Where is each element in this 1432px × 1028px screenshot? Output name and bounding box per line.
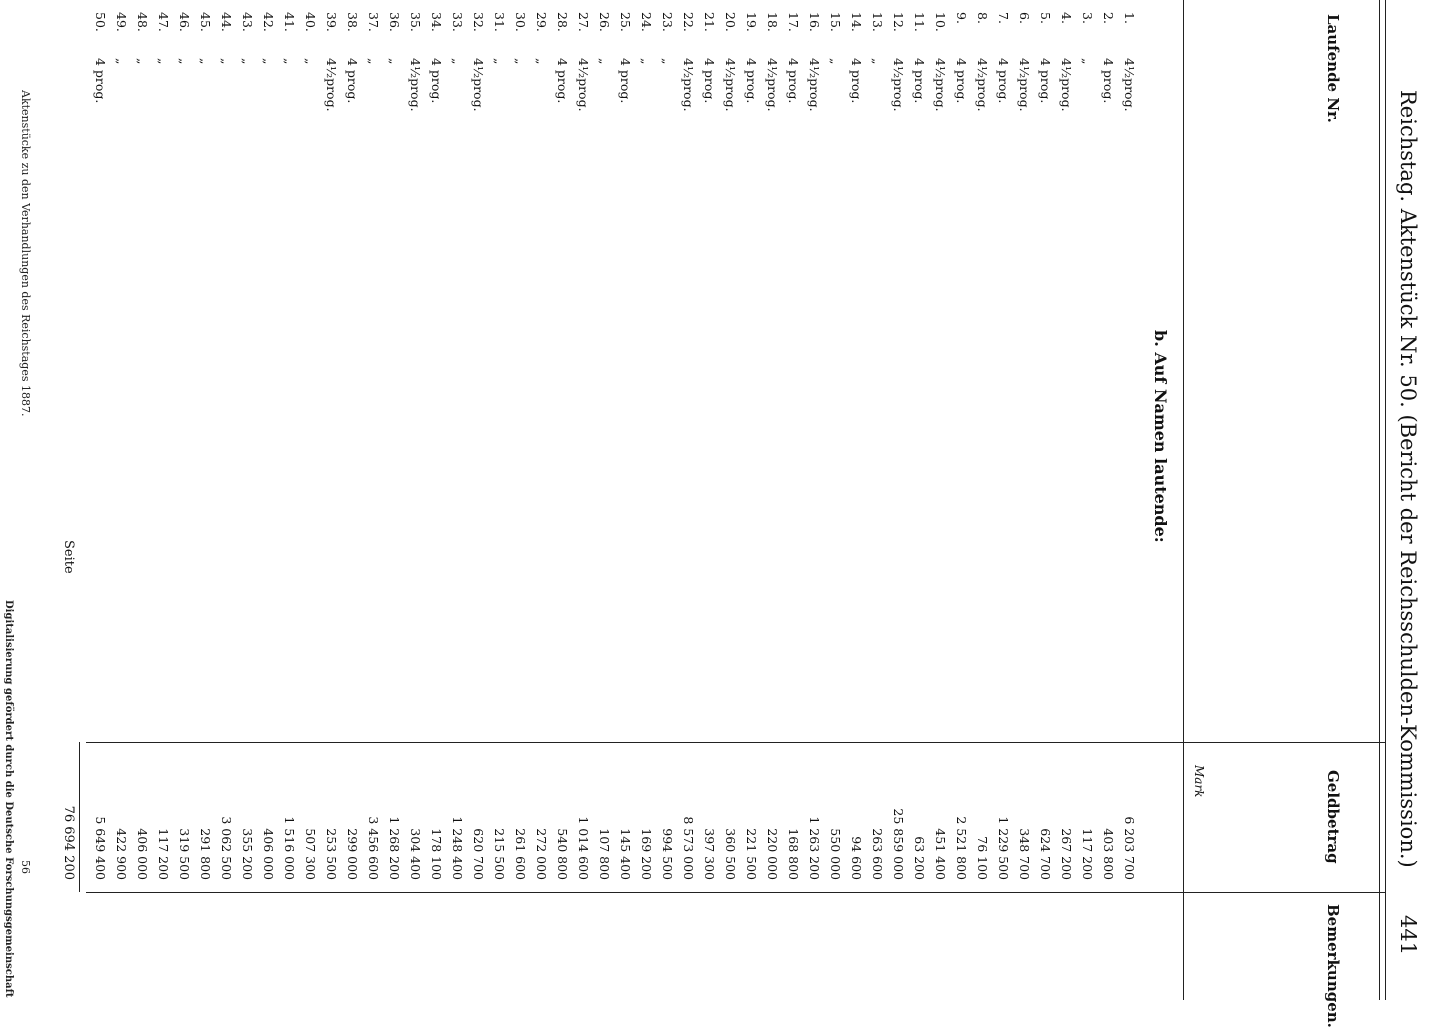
row-number: 21. xyxy=(702,12,717,32)
row-amount: 215 500 xyxy=(492,828,507,880)
row-amount: 624 700 xyxy=(1038,828,1053,880)
table-row xyxy=(867,0,888,1000)
row-amount: 304 400 xyxy=(408,828,423,880)
row-rate: „ xyxy=(828,58,843,65)
row-amount: 994 500 xyxy=(660,828,675,880)
row-amount: 221 500 xyxy=(744,828,759,880)
footer-page-number: 56 xyxy=(19,860,32,874)
row-amount: 422 900 xyxy=(114,828,129,880)
row-number: 5. xyxy=(1038,12,1053,24)
table-row xyxy=(363,0,384,1000)
row-rate: „ xyxy=(303,58,318,65)
row-number: 42. xyxy=(261,12,276,32)
header-title: Reichstag. Aktenstück Nr. 50. (Bericht der Reichsschulden-Kommission.) xyxy=(1396,90,1420,868)
table-row xyxy=(930,0,951,1000)
row-number: 36. xyxy=(387,12,402,32)
table-row xyxy=(342,0,363,1000)
row-amount: 1 248 400 xyxy=(450,816,465,880)
table-row xyxy=(993,0,1014,1000)
row-number: 32. xyxy=(471,12,486,32)
table-row xyxy=(615,0,636,1000)
table-row xyxy=(258,0,279,1000)
column-number-header: Laufende Nr. xyxy=(1324,14,1342,123)
table-row xyxy=(636,0,657,1000)
row-number: 8. xyxy=(975,12,990,24)
row-rate: 4½prog. xyxy=(408,58,423,112)
row-number: 44. xyxy=(219,12,234,32)
row-rate: 4 prog. xyxy=(912,58,927,104)
row-amount: 348 700 xyxy=(1017,828,1032,880)
row-number: 24. xyxy=(639,12,654,32)
table-row xyxy=(825,0,846,1000)
row-amount: 397 300 xyxy=(702,828,717,880)
row-rate: 4½prog. xyxy=(324,58,339,112)
row-rate: 4 prog. xyxy=(93,58,108,104)
table-row xyxy=(594,0,615,1000)
row-rate: 4 prog. xyxy=(345,58,360,104)
table-row xyxy=(426,0,447,1000)
row-rate: „ xyxy=(282,58,297,65)
row-rate: „ xyxy=(513,58,528,65)
row-amount: 3 456 600 xyxy=(366,816,381,880)
row-rate: „ xyxy=(450,58,465,65)
row-amount: 178 100 xyxy=(429,828,444,880)
row-number: 34. xyxy=(429,12,444,32)
column-unit: Mark xyxy=(1192,765,1206,798)
row-number: 49. xyxy=(114,12,129,32)
row-amount: 299 000 xyxy=(345,828,360,880)
row-rate: „ xyxy=(240,58,255,65)
table-row xyxy=(951,0,972,1000)
table-row xyxy=(237,0,258,1000)
row-number: 38. xyxy=(345,12,360,32)
row-number: 47. xyxy=(156,12,171,32)
row-amount: 507 300 xyxy=(303,828,318,880)
row-rate: „ xyxy=(135,58,150,65)
digitization-watermark: Digitalisierung gefördert durch die Deutsche Forschungsgemeinschaft xyxy=(3,600,14,998)
table-row xyxy=(510,0,531,1000)
row-amount: 1 229 500 xyxy=(996,816,1011,880)
row-amount: 2 521 800 xyxy=(954,816,969,880)
row-rate: 4½prog. xyxy=(471,58,486,112)
row-number: 27. xyxy=(576,12,591,32)
row-rate: 4½prog. xyxy=(1059,58,1074,112)
table-row xyxy=(111,0,132,1000)
column-header-rule xyxy=(1183,0,1184,1000)
row-rate: 4½prog. xyxy=(765,58,780,112)
table-row xyxy=(1077,0,1098,1000)
row-number: 35. xyxy=(408,12,423,32)
row-rate: „ xyxy=(177,58,192,65)
row-number: 18. xyxy=(765,12,780,32)
row-number: 46. xyxy=(177,12,192,32)
row-number: 10. xyxy=(933,12,948,32)
row-amount: 1 268 200 xyxy=(387,816,402,880)
row-rate: 4 prog. xyxy=(1101,58,1116,104)
row-rate: 4 prog. xyxy=(429,58,444,104)
table-row xyxy=(468,0,489,1000)
row-rate: 4 prog. xyxy=(702,58,717,104)
row-rate: 4½prog. xyxy=(1017,58,1032,112)
table-row xyxy=(1098,0,1119,1000)
row-number: 26. xyxy=(597,12,612,32)
row-rate: 4 prog. xyxy=(555,58,570,104)
row-rate: 4 prog. xyxy=(744,58,759,104)
row-rate: 4½prog. xyxy=(681,58,696,112)
table-row xyxy=(153,0,174,1000)
row-number: 16. xyxy=(807,12,822,32)
row-rate: „ xyxy=(1080,58,1095,65)
header-rule-2 xyxy=(1379,0,1380,1000)
row-amount: 168 800 xyxy=(786,828,801,880)
table-row xyxy=(279,0,300,1000)
row-amount: 620 700 xyxy=(471,828,486,880)
header-rule xyxy=(1385,0,1386,1000)
row-number: 25. xyxy=(618,12,633,32)
row-amount: 403 800 xyxy=(1101,828,1116,880)
row-number: 45. xyxy=(198,12,213,32)
table-row xyxy=(909,0,930,1000)
row-amount: 117 200 xyxy=(1080,828,1095,880)
row-rate: 4 prog. xyxy=(954,58,969,104)
row-amount: 253 500 xyxy=(324,828,339,880)
table-row xyxy=(888,0,909,1000)
row-amount: 25 859 000 xyxy=(891,808,906,880)
table-row xyxy=(300,0,321,1000)
row-amount: 261 600 xyxy=(513,828,528,880)
row-number: 9. xyxy=(954,12,969,24)
row-rate: 4½prog. xyxy=(975,58,990,112)
table-row xyxy=(741,0,762,1000)
row-rate: 4½prog. xyxy=(1122,58,1137,112)
row-rate: 4 prog. xyxy=(618,58,633,104)
row-amount: 169 200 xyxy=(639,828,654,880)
row-amount: 272 000 xyxy=(534,828,549,880)
table-row xyxy=(321,0,342,1000)
row-number: 29. xyxy=(534,12,549,32)
row-rate: 4 prog. xyxy=(786,58,801,104)
row-amount: 1 516 000 xyxy=(282,816,297,880)
row-amount: 355 200 xyxy=(240,828,255,880)
row-number: 15. xyxy=(828,12,843,32)
total-label: Seite xyxy=(61,540,76,574)
page-number: 441 xyxy=(1396,915,1420,956)
row-rate: 4 prog. xyxy=(996,58,1011,104)
row-amount: 360 500 xyxy=(723,828,738,880)
row-rate: „ xyxy=(261,58,276,65)
row-number: 22. xyxy=(681,12,696,32)
row-number: 13. xyxy=(870,12,885,32)
row-rate: 4½prog. xyxy=(723,58,738,112)
row-amount: 540 800 xyxy=(555,828,570,880)
row-number: 1. xyxy=(1122,12,1137,24)
row-amount: 117 200 xyxy=(156,828,171,880)
row-amount: 451 400 xyxy=(933,828,948,880)
row-number: 19. xyxy=(744,12,759,32)
table-row xyxy=(678,0,699,1000)
row-rate: „ xyxy=(870,58,885,65)
row-rate: „ xyxy=(219,58,234,65)
table-row xyxy=(1014,0,1035,1000)
row-number: 31. xyxy=(492,12,507,32)
section-title: b. Auf Namen lautende: xyxy=(1151,330,1170,543)
row-rate: „ xyxy=(387,58,402,65)
row-rate: 4½prog. xyxy=(807,58,822,112)
table-row xyxy=(783,0,804,1000)
row-rate: „ xyxy=(639,58,654,65)
row-rate: „ xyxy=(156,58,171,65)
row-rate: „ xyxy=(366,58,381,65)
row-rate: „ xyxy=(114,58,129,65)
table-row xyxy=(405,0,426,1000)
row-rate: 4 prog. xyxy=(849,58,864,104)
table-row xyxy=(1056,0,1077,1000)
row-amount: 263 600 xyxy=(870,828,885,880)
row-amount: 267 200 xyxy=(1059,828,1074,880)
row-number: 14. xyxy=(849,12,864,32)
table-row xyxy=(552,0,573,1000)
row-number: 20. xyxy=(723,12,738,32)
table-row xyxy=(489,0,510,1000)
table-row xyxy=(846,0,867,1000)
table-row xyxy=(657,0,678,1000)
row-amount: 220 000 xyxy=(765,828,780,880)
row-number: 6. xyxy=(1017,12,1032,24)
row-amount: 94 600 xyxy=(849,836,864,880)
footer-text: Aktenstücke zu den Verhandlungen des Reichstages 1887. xyxy=(19,90,32,417)
row-amount: 1 263 200 xyxy=(807,816,822,880)
row-number: 43. xyxy=(240,12,255,32)
column-remarks-header: Bemerkungen. xyxy=(1324,904,1342,1028)
table-row xyxy=(384,0,405,1000)
row-number: 41. xyxy=(282,12,297,32)
row-number: 28. xyxy=(555,12,570,32)
row-number: 7. xyxy=(996,12,1011,24)
row-rate: „ xyxy=(492,58,507,65)
row-amount: 107 800 xyxy=(597,828,612,880)
row-number: 11. xyxy=(912,12,927,32)
row-amount: 550 000 xyxy=(828,828,843,880)
row-number: 23. xyxy=(660,12,675,32)
row-amount: 76 100 xyxy=(975,836,990,880)
row-number: 3. xyxy=(1080,12,1095,24)
row-amount: 145 400 xyxy=(618,828,633,880)
row-amount: 63 200 xyxy=(912,836,927,880)
row-rate: 4½prog. xyxy=(576,58,591,112)
row-rate: 4½prog. xyxy=(891,58,906,112)
table-row xyxy=(447,0,468,1000)
table-row xyxy=(531,0,552,1000)
table-row xyxy=(762,0,783,1000)
row-amount: 8 573 000 xyxy=(681,816,696,880)
row-amount: 406 000 xyxy=(135,828,150,880)
row-number: 50. xyxy=(93,12,108,32)
table-row xyxy=(1119,0,1140,1000)
row-number: 17. xyxy=(786,12,801,32)
row-number: 37. xyxy=(366,12,381,32)
table-row xyxy=(972,0,993,1000)
table-row xyxy=(1035,0,1056,1000)
row-amount: 319 500 xyxy=(177,828,192,880)
row-amount: 6 203 700 xyxy=(1122,816,1137,880)
row-rate: „ xyxy=(597,58,612,65)
table-row xyxy=(804,0,825,1000)
row-number: 12. xyxy=(891,12,906,32)
row-rate: „ xyxy=(660,58,675,65)
row-number: 33. xyxy=(450,12,465,32)
table-row xyxy=(699,0,720,1000)
row-number: 30. xyxy=(513,12,528,32)
total-amount: 76 694 200 xyxy=(61,805,76,880)
row-number: 39. xyxy=(324,12,339,32)
row-amount: 5 649 400 xyxy=(93,816,108,880)
row-amount: 1 014 600 xyxy=(576,816,591,880)
row-number: 48. xyxy=(135,12,150,32)
row-number: 2. xyxy=(1101,12,1116,24)
table-row xyxy=(216,0,237,1000)
row-amount: 291 800 xyxy=(198,828,213,880)
row-rate: 4½prog. xyxy=(933,58,948,112)
table-row xyxy=(720,0,741,1000)
table-row xyxy=(195,0,216,1000)
table-row xyxy=(573,0,594,1000)
table-row xyxy=(174,0,195,1000)
row-number: 40. xyxy=(303,12,318,32)
table-row xyxy=(90,0,111,1000)
total-rule xyxy=(79,742,80,892)
row-rate: „ xyxy=(198,58,213,65)
row-rate: „ xyxy=(534,58,549,65)
row-rate: 4 prog. xyxy=(1038,58,1053,104)
row-amount: 3 062 500 xyxy=(219,816,234,880)
column-amount-header: Geldbetrag xyxy=(1324,770,1342,864)
row-amount: 406 000 xyxy=(261,828,276,880)
table-row xyxy=(132,0,153,1000)
row-number: 4. xyxy=(1059,12,1074,24)
